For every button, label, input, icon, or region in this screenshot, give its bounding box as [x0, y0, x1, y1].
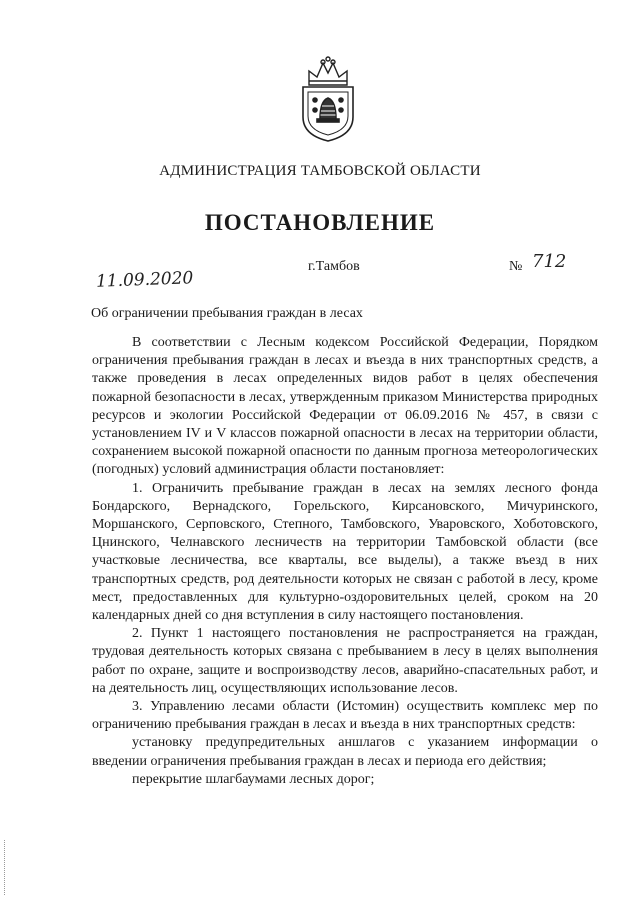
paragraph-preamble: В соответствии с Лесным кодексом Российской Федерации, Порядком ограничения пребывания граждан в лесах и въезда в них транспортных средств, а также проведения в лесах определенных видов работ в целях обеспечения пожарной безопасности в лесах, утвержденным приказом Министерства природных ресурсов и экологии Российской Федерации от 06.09.2016 № 457, в связи с установлением IV и V классов пожарной опасности в лесах на территории области, сохранением высокой пожарной опасности по данным прогноза метеорологических (погодных) условий администрация области постановляет: — [92, 335, 598, 478]
organization-name: АДМИНИСТРАЦИЯ ТАМБОВСКОЙ ОБЛАСТИ — [159, 163, 481, 179]
coat-of-arms-emblem — [295, 55, 361, 143]
paragraph-measure-barriers: перекрытие шлагбаумами лесных дорог; — [132, 771, 375, 787]
document-number-sign: № — [509, 259, 523, 274]
paragraph-item-1: 1. Ограничить пребывание граждан в лесах на землях лесного фонда Бондарского, Вернадского, Горельского, Кирсановского, Мичуринского, Моршанского, Серповского, Степного, Тамбовского, Уваровского, Хоботовского, Цнинского, Челнавского лесничеств на территории Тамбовской области (все участковые лесничества, все кварталы, все выделы), а также въезд в них транспортных средств, род деятельности которых не связан с работой в лесу, кроме мест, предоставленных для культурно-оздоровительных целей, сроком на 20 календарных дней со дня вступления в силу настоящего постановления. — [92, 480, 598, 624]
document-city: г.Тамбов — [308, 259, 360, 274]
crown-icon — [309, 57, 347, 85]
document-body — [92, 334, 598, 789]
paragraph-measure-signs: установку предупредительных аншлагов с указанием информации о введении ограничения пребывания граждан в лесах и периода его действия; — [92, 735, 598, 769]
paragraph-item-3: 3. Управлению лесами области (Истомин) осуществить комплекс мер по ограничению пребывания граждан в лесах и въезда в них транспортных средств: — [92, 699, 598, 733]
document-type-title: ПОСТАНОВЛЕНИЕ — [204, 210, 436, 235]
document-date: 11.09.2020 — [95, 268, 194, 292]
shield-icon — [303, 87, 353, 141]
document-subject: Об ограничении пребывания граждан в лесах — [91, 306, 363, 321]
paragraph-item-2: 2. Пункт 1 настоящего постановления не распространяется на граждан, трудовая деятельность которых связана с пребыванием в лесу в целях выполнения работ по охране, защите и воспроизводству лесов, аварийно-спасательных работ, и на деятельность лиц, осуществляющих использование лесов. — [92, 626, 598, 696]
scan-edge-marks — [4, 840, 7, 895]
document-number: 712 — [532, 251, 567, 272]
